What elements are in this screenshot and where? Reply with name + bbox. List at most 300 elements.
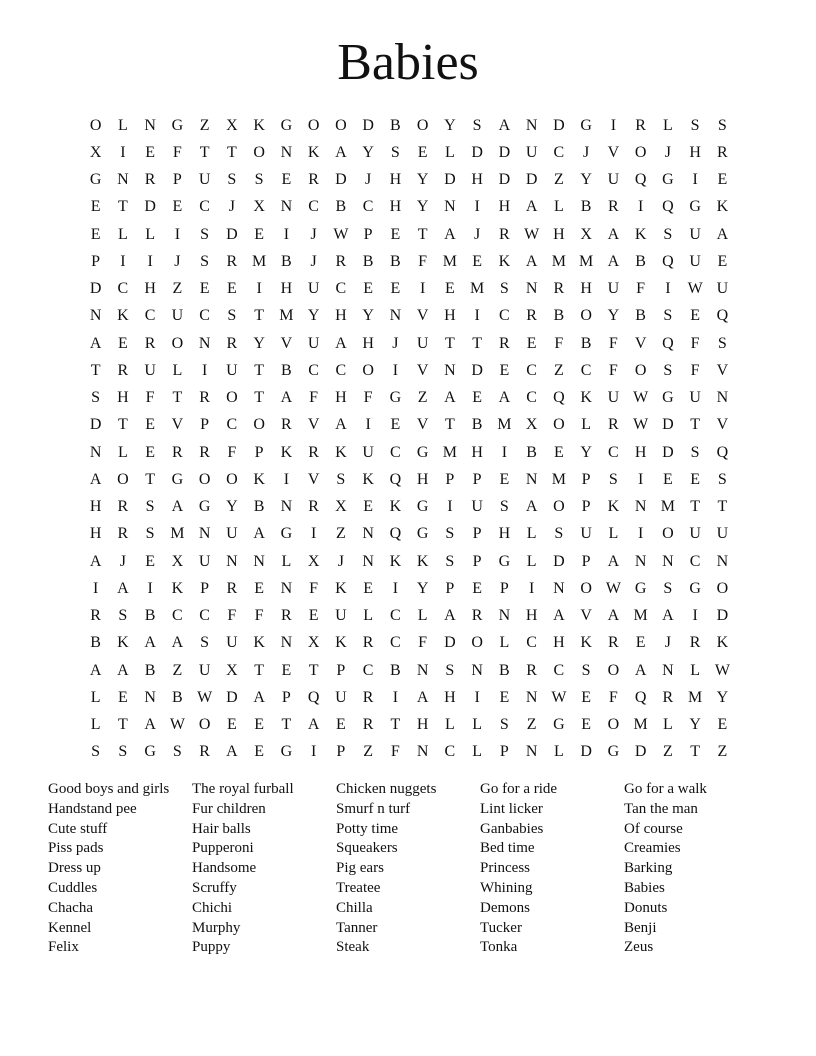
grid-letter: P [499, 579, 509, 597]
grid-letter: T [444, 334, 455, 352]
grid-letter: V [416, 416, 429, 434]
grid-letter: N [416, 743, 429, 761]
grid-letter: O [198, 716, 211, 734]
grid-letter: I [474, 688, 480, 706]
grid-letter: V [716, 416, 729, 434]
grid-letter: I [419, 280, 426, 298]
grid-letter: N [280, 198, 293, 216]
grid-letter: F [608, 334, 618, 352]
grid-letter: Q [662, 334, 674, 352]
grid-letter: G [389, 389, 402, 407]
grid-letter: L [690, 661, 701, 679]
grid-letter: O [580, 307, 592, 325]
word-list-item: The royal furball [192, 781, 294, 797]
grid-letter: Q [634, 688, 647, 706]
grid-letter: C [580, 361, 592, 379]
grid-letter: M [688, 688, 703, 706]
grid-letter: G [280, 116, 293, 134]
grid-letter: N [471, 661, 483, 679]
grid-letter: G [607, 743, 620, 761]
grid-letter: P [281, 688, 291, 706]
grid-letter: D [444, 634, 456, 652]
grid-letter: M [497, 416, 512, 434]
grid-letter: U [226, 634, 238, 652]
grid-letter: H [89, 525, 102, 543]
grid-letter: C [144, 307, 156, 325]
grid-letter: A [117, 661, 129, 679]
grid-letter: G [171, 470, 184, 488]
grid-letter: R [172, 443, 183, 461]
grid-letter: L [281, 552, 292, 570]
grid-letter: L [90, 716, 101, 734]
grid-letter: N [198, 525, 211, 543]
grid-letter: U [607, 280, 620, 298]
grid-letter: N [498, 607, 511, 625]
grid-letter: P [581, 552, 591, 570]
grid-letter: A [117, 579, 129, 597]
grid-letter: Z [172, 661, 183, 679]
grid-letter: U [607, 389, 620, 407]
grid-letter: K [362, 470, 374, 488]
grid-letter: C [199, 607, 210, 625]
grid-letter: S [145, 498, 155, 516]
grid-letter: A [607, 225, 620, 243]
grid-letter: G [89, 171, 102, 189]
grid-letter: I [147, 579, 153, 597]
grid-letter: U [689, 252, 701, 270]
grid-letter: R [144, 171, 156, 189]
grid-letter: I [610, 116, 617, 134]
grid-letter: D [498, 171, 511, 189]
grid-letter: I [665, 280, 671, 298]
grid-letter: K [253, 116, 265, 134]
grid-letter: C [526, 361, 537, 379]
grid-letter: Z [717, 743, 728, 761]
word-list-item: Go for a ride [480, 781, 558, 797]
word-list-item: Potty time [336, 820, 399, 837]
grid-letter: U [580, 525, 592, 543]
grid-letter: A [662, 607, 674, 625]
word-list-item: Zeus [624, 939, 654, 956]
grid-letter: I [310, 743, 317, 761]
grid-letter: P [472, 552, 482, 570]
grid-letter: R [553, 280, 565, 298]
grid-letter: O [117, 470, 129, 488]
grid-letter: R [199, 743, 210, 761]
word-list-item: Scruffy [192, 879, 237, 896]
grid-letter: S [499, 280, 509, 298]
grid-letter: Q [662, 252, 674, 270]
grid-letter: E [717, 716, 728, 734]
grid-letter: E [226, 280, 237, 298]
grid-letter: W [605, 579, 621, 597]
grid-letter: G [553, 716, 565, 734]
grid-letter: M [279, 307, 294, 325]
grid-letter: E [335, 716, 346, 734]
grid-letter: U [689, 389, 701, 407]
grid-letter: G [634, 579, 647, 597]
grid-letter: I [256, 280, 262, 298]
grid-letter: E [363, 579, 374, 597]
grid-letter: U [716, 525, 729, 543]
grid-letter: U [607, 171, 620, 189]
grid-letter: R [308, 498, 319, 516]
word-list-item: Treatee [336, 879, 381, 896]
grid-letter: M [660, 498, 675, 516]
grid-letter: A [634, 661, 647, 679]
grid-letter: U [198, 171, 211, 189]
grid-letter: C [117, 280, 129, 298]
grid-letter: T [717, 498, 728, 516]
grid-letter: O [662, 525, 674, 543]
grid-letter: F [363, 389, 373, 407]
grid-letter: G [198, 498, 211, 516]
grid-letter: C [608, 443, 619, 461]
grid-letter: T [472, 334, 483, 352]
grid-letter: D [634, 743, 647, 761]
grid-letter: V [307, 416, 320, 434]
grid-letter: K [716, 198, 729, 216]
grid-letter: D [226, 225, 238, 243]
grid-letter: N [144, 688, 156, 706]
grid-letter: S [717, 334, 727, 352]
grid-letter: N [198, 334, 211, 352]
grid-letter: L [526, 525, 537, 543]
grid-letter: T [690, 743, 701, 761]
grid-letter: E [390, 225, 401, 243]
grid-letter: B [362, 252, 374, 270]
word-list-item: Pupperoni [192, 840, 254, 857]
grid-letter: K [389, 498, 402, 516]
grid-letter: N [444, 361, 456, 379]
word-list-item: Fur children [192, 800, 266, 817]
grid-letter: L [444, 716, 455, 734]
grid-letter: T [117, 716, 128, 734]
grid-letter: C [199, 307, 210, 325]
grid-letter: S [663, 307, 673, 325]
grid-letter: G [416, 498, 429, 516]
grid-letter: H [444, 307, 456, 325]
grid-letter: E [90, 198, 101, 216]
grid-letter: I [365, 416, 371, 434]
grid-letter: L [363, 607, 374, 625]
word-list-item: Benji [624, 919, 657, 936]
grid-letter: A [607, 607, 620, 625]
grid-letter: U [689, 525, 701, 543]
grid-letter: H [553, 225, 565, 243]
grid-letter: E [526, 334, 537, 352]
grid-letter: O [580, 579, 592, 597]
grid-letter: V [307, 470, 320, 488]
grid-letter: T [690, 498, 701, 516]
grid-letter: I [392, 688, 399, 706]
grid-letter: W [714, 661, 730, 679]
grid-letter: A [335, 334, 347, 352]
grid-letter: N [280, 498, 293, 516]
grid-letter: N [389, 307, 402, 325]
grid-letter: K [580, 389, 592, 407]
grid-letter: O [198, 470, 211, 488]
grid-letter: D [525, 171, 538, 189]
grid-letter: I [528, 579, 535, 597]
word-list-item: Creamies [624, 840, 681, 857]
grid-letter: R [362, 716, 374, 734]
grid-letter: F [309, 579, 319, 597]
grid-letter: U [416, 334, 429, 352]
grid-letter: S [91, 389, 101, 407]
grid-letter: L [553, 743, 564, 761]
grid-letter: I [692, 607, 698, 625]
grid-letter: U [171, 307, 184, 325]
grid-letter: I [501, 443, 508, 461]
word-list-item: Ganbabies [480, 820, 544, 837]
grid-letter: A [525, 198, 538, 216]
grid-letter: A [171, 498, 184, 516]
grid-letter: E [581, 688, 592, 706]
word-list-item: Bed time [480, 840, 535, 857]
grid-letter: R [362, 688, 374, 706]
grid-letter: A [444, 607, 456, 625]
grid-letter: H [144, 280, 156, 298]
grid-letter: M [442, 252, 457, 270]
grid-letter: I [92, 579, 99, 597]
grid-letter: G [689, 579, 701, 597]
grid-letter: O [335, 116, 347, 134]
grid-letter: T [308, 661, 319, 679]
grid-letter: C [390, 634, 401, 652]
grid-letter: Q [307, 688, 320, 706]
grid-letter: F [172, 143, 182, 161]
grid-letter: C [444, 743, 456, 761]
grid-letter: S [445, 661, 455, 679]
grid-letter: A [171, 634, 184, 652]
grid-letter: H [389, 171, 402, 189]
grid-letter: Z [172, 280, 183, 298]
grid-letter: B [580, 198, 592, 216]
grid-letter: T [90, 361, 101, 379]
grid-letter: O [471, 634, 483, 652]
grid-letter: N [280, 579, 293, 597]
grid-letter: H [498, 198, 511, 216]
grid-letter: S [200, 225, 210, 243]
grid-letter: K [335, 634, 347, 652]
grid-letter: N [416, 661, 429, 679]
page-title: Babies [337, 34, 479, 91]
grid-letter: H [416, 470, 429, 488]
grid-letter: H [362, 334, 374, 352]
grid-letter: B [281, 252, 292, 270]
grid-letter: T [254, 307, 265, 325]
word-list-item: Pig ears [336, 860, 384, 877]
grid-letter: I [120, 252, 126, 270]
grid-letter: N [525, 470, 538, 488]
grid-letter: C [390, 607, 401, 625]
grid-letter: S [336, 470, 346, 488]
grid-letter: S [690, 443, 700, 461]
grid-letter: S [445, 525, 455, 543]
word-list-item: Cuddles [48, 879, 98, 896]
grid-letter: E [90, 225, 101, 243]
grid-letter: N [525, 116, 538, 134]
grid-letter: Y [226, 498, 238, 516]
grid-letter: D [716, 607, 729, 625]
grid-letter: H [280, 280, 293, 298]
word-list-item: Hair balls [192, 820, 251, 837]
grid-letter: F [254, 607, 264, 625]
word-list-item: Tonka [480, 939, 518, 956]
grid-letter: H [389, 198, 402, 216]
grid-letter: R [226, 334, 238, 352]
grid-letter: V [607, 143, 620, 161]
grid-letter: P [472, 470, 482, 488]
grid-letter: S [200, 252, 210, 270]
grid-letter: M [579, 252, 594, 270]
grid-letter: S [91, 743, 101, 761]
grid-letter: F [608, 361, 618, 379]
word-list-item: Cute stuff [48, 820, 108, 837]
word-list-item: Kennel [48, 919, 92, 936]
grid-letter: Z [553, 361, 564, 379]
grid-letter: R [499, 225, 510, 243]
grid-letter: L [472, 743, 483, 761]
grid-letter: P [336, 743, 346, 761]
grid-letter: M [633, 607, 648, 625]
grid-letter: E [145, 443, 156, 461]
grid-letter: W [169, 716, 185, 734]
grid-letter: B [281, 361, 292, 379]
grid-letter: A [89, 661, 102, 679]
grid-letter: D [553, 116, 565, 134]
word-list-item: Puppy [192, 939, 231, 956]
grid-letter: R [308, 443, 319, 461]
grid-letter: E [145, 416, 156, 434]
grid-letter: B [390, 252, 401, 270]
grid-letter: L [444, 143, 455, 161]
grid-letter: B [499, 661, 510, 679]
grid-letter: J [310, 252, 317, 270]
grid-letter: K [607, 498, 620, 516]
word-list-item: Handstand pee [48, 800, 137, 817]
grid-letter: E [172, 198, 183, 216]
grid-letter: A [607, 252, 620, 270]
grid-letter: L [526, 552, 537, 570]
grid-letter: R [117, 498, 129, 516]
grid-letter: E [281, 171, 292, 189]
grid-letter: M [551, 252, 566, 270]
grid-letter: V [580, 607, 592, 625]
grid-letter: S [200, 634, 210, 652]
grid-letter: G [689, 198, 701, 216]
grid-letter: Y [580, 171, 592, 189]
grid-letter: I [120, 143, 126, 161]
grid-letter: B [90, 634, 101, 652]
grid-letter: P [200, 416, 210, 434]
grid-letter: J [583, 143, 590, 161]
grid-letter: A [498, 389, 511, 407]
grid-letter: E [472, 579, 483, 597]
grid-letter: U [335, 607, 347, 625]
grid-letter: N [553, 579, 565, 597]
grid-letter: W [633, 416, 649, 434]
grid-letter: N [634, 498, 647, 516]
grid-letter: A [716, 225, 729, 243]
word-list [48, 780, 768, 958]
word-list-item: Piss pads [48, 840, 104, 857]
grid-letter: D [335, 171, 347, 189]
grid-letter: K [253, 470, 265, 488]
grid-letter: X [226, 661, 238, 679]
grid-letter: P [472, 525, 482, 543]
grid-letter: A [416, 688, 429, 706]
grid-letter: U [362, 443, 374, 461]
grid-letter: O [89, 116, 102, 134]
grid-letter: A [335, 143, 347, 161]
grid-letter: R [117, 361, 129, 379]
grid-letter: O [634, 361, 647, 379]
word-list-item: Smurf n turf [336, 800, 411, 817]
word-list-item: Tanner [336, 919, 378, 936]
word-list-item: Tan the man [624, 800, 698, 817]
word-list-item: Demons [480, 899, 530, 916]
grid-letter: G [416, 525, 429, 543]
grid-letter: S [663, 579, 673, 597]
grid-letter: T [254, 661, 265, 679]
grid-letter: W [633, 389, 649, 407]
grid-letter: U [716, 280, 729, 298]
grid-letter: N [525, 280, 538, 298]
grid-letter: J [392, 334, 399, 352]
grid-letter: H [444, 688, 456, 706]
grid-letter: E [117, 334, 128, 352]
grid-letter: S [118, 743, 128, 761]
grid-letter: C [526, 634, 537, 652]
grid-letter: K [171, 579, 184, 597]
grid-letter: A [307, 716, 320, 734]
grid-letter: P [254, 443, 264, 461]
grid-letter: W [333, 225, 349, 243]
grid-letter: Y [689, 716, 701, 734]
grid-letter: R [608, 198, 619, 216]
grid-letter: C [335, 280, 347, 298]
grid-letter: E [254, 716, 265, 734]
grid-letter: H [89, 498, 102, 516]
grid-letter: M [170, 525, 185, 543]
grid-letter: R [662, 688, 674, 706]
word-list-item: Whining [480, 879, 533, 896]
grid-letter: C [362, 198, 374, 216]
grid-letter: R [90, 607, 101, 625]
grid-letter: Z [526, 716, 537, 734]
grid-letter: Y [607, 307, 620, 325]
grid-letter: S [145, 525, 155, 543]
grid-letter: B [580, 334, 592, 352]
grid-letter: C [308, 361, 319, 379]
grid-letter: F [227, 607, 237, 625]
grid-letter: I [474, 198, 480, 216]
grid-letter: E [390, 416, 401, 434]
grid-letter: F [554, 334, 564, 352]
grid-letter: C [553, 143, 565, 161]
grid-letter: B [172, 688, 183, 706]
grid-letter: I [174, 225, 181, 243]
word-list-item: Barking [624, 860, 673, 877]
grid-letter: W [687, 280, 703, 298]
grid-letter: B [390, 661, 401, 679]
grid-letter: F [309, 389, 319, 407]
word-list-item: Squeakers [336, 840, 398, 857]
grid-letter: O [362, 361, 374, 379]
grid-letter: O [307, 116, 320, 134]
